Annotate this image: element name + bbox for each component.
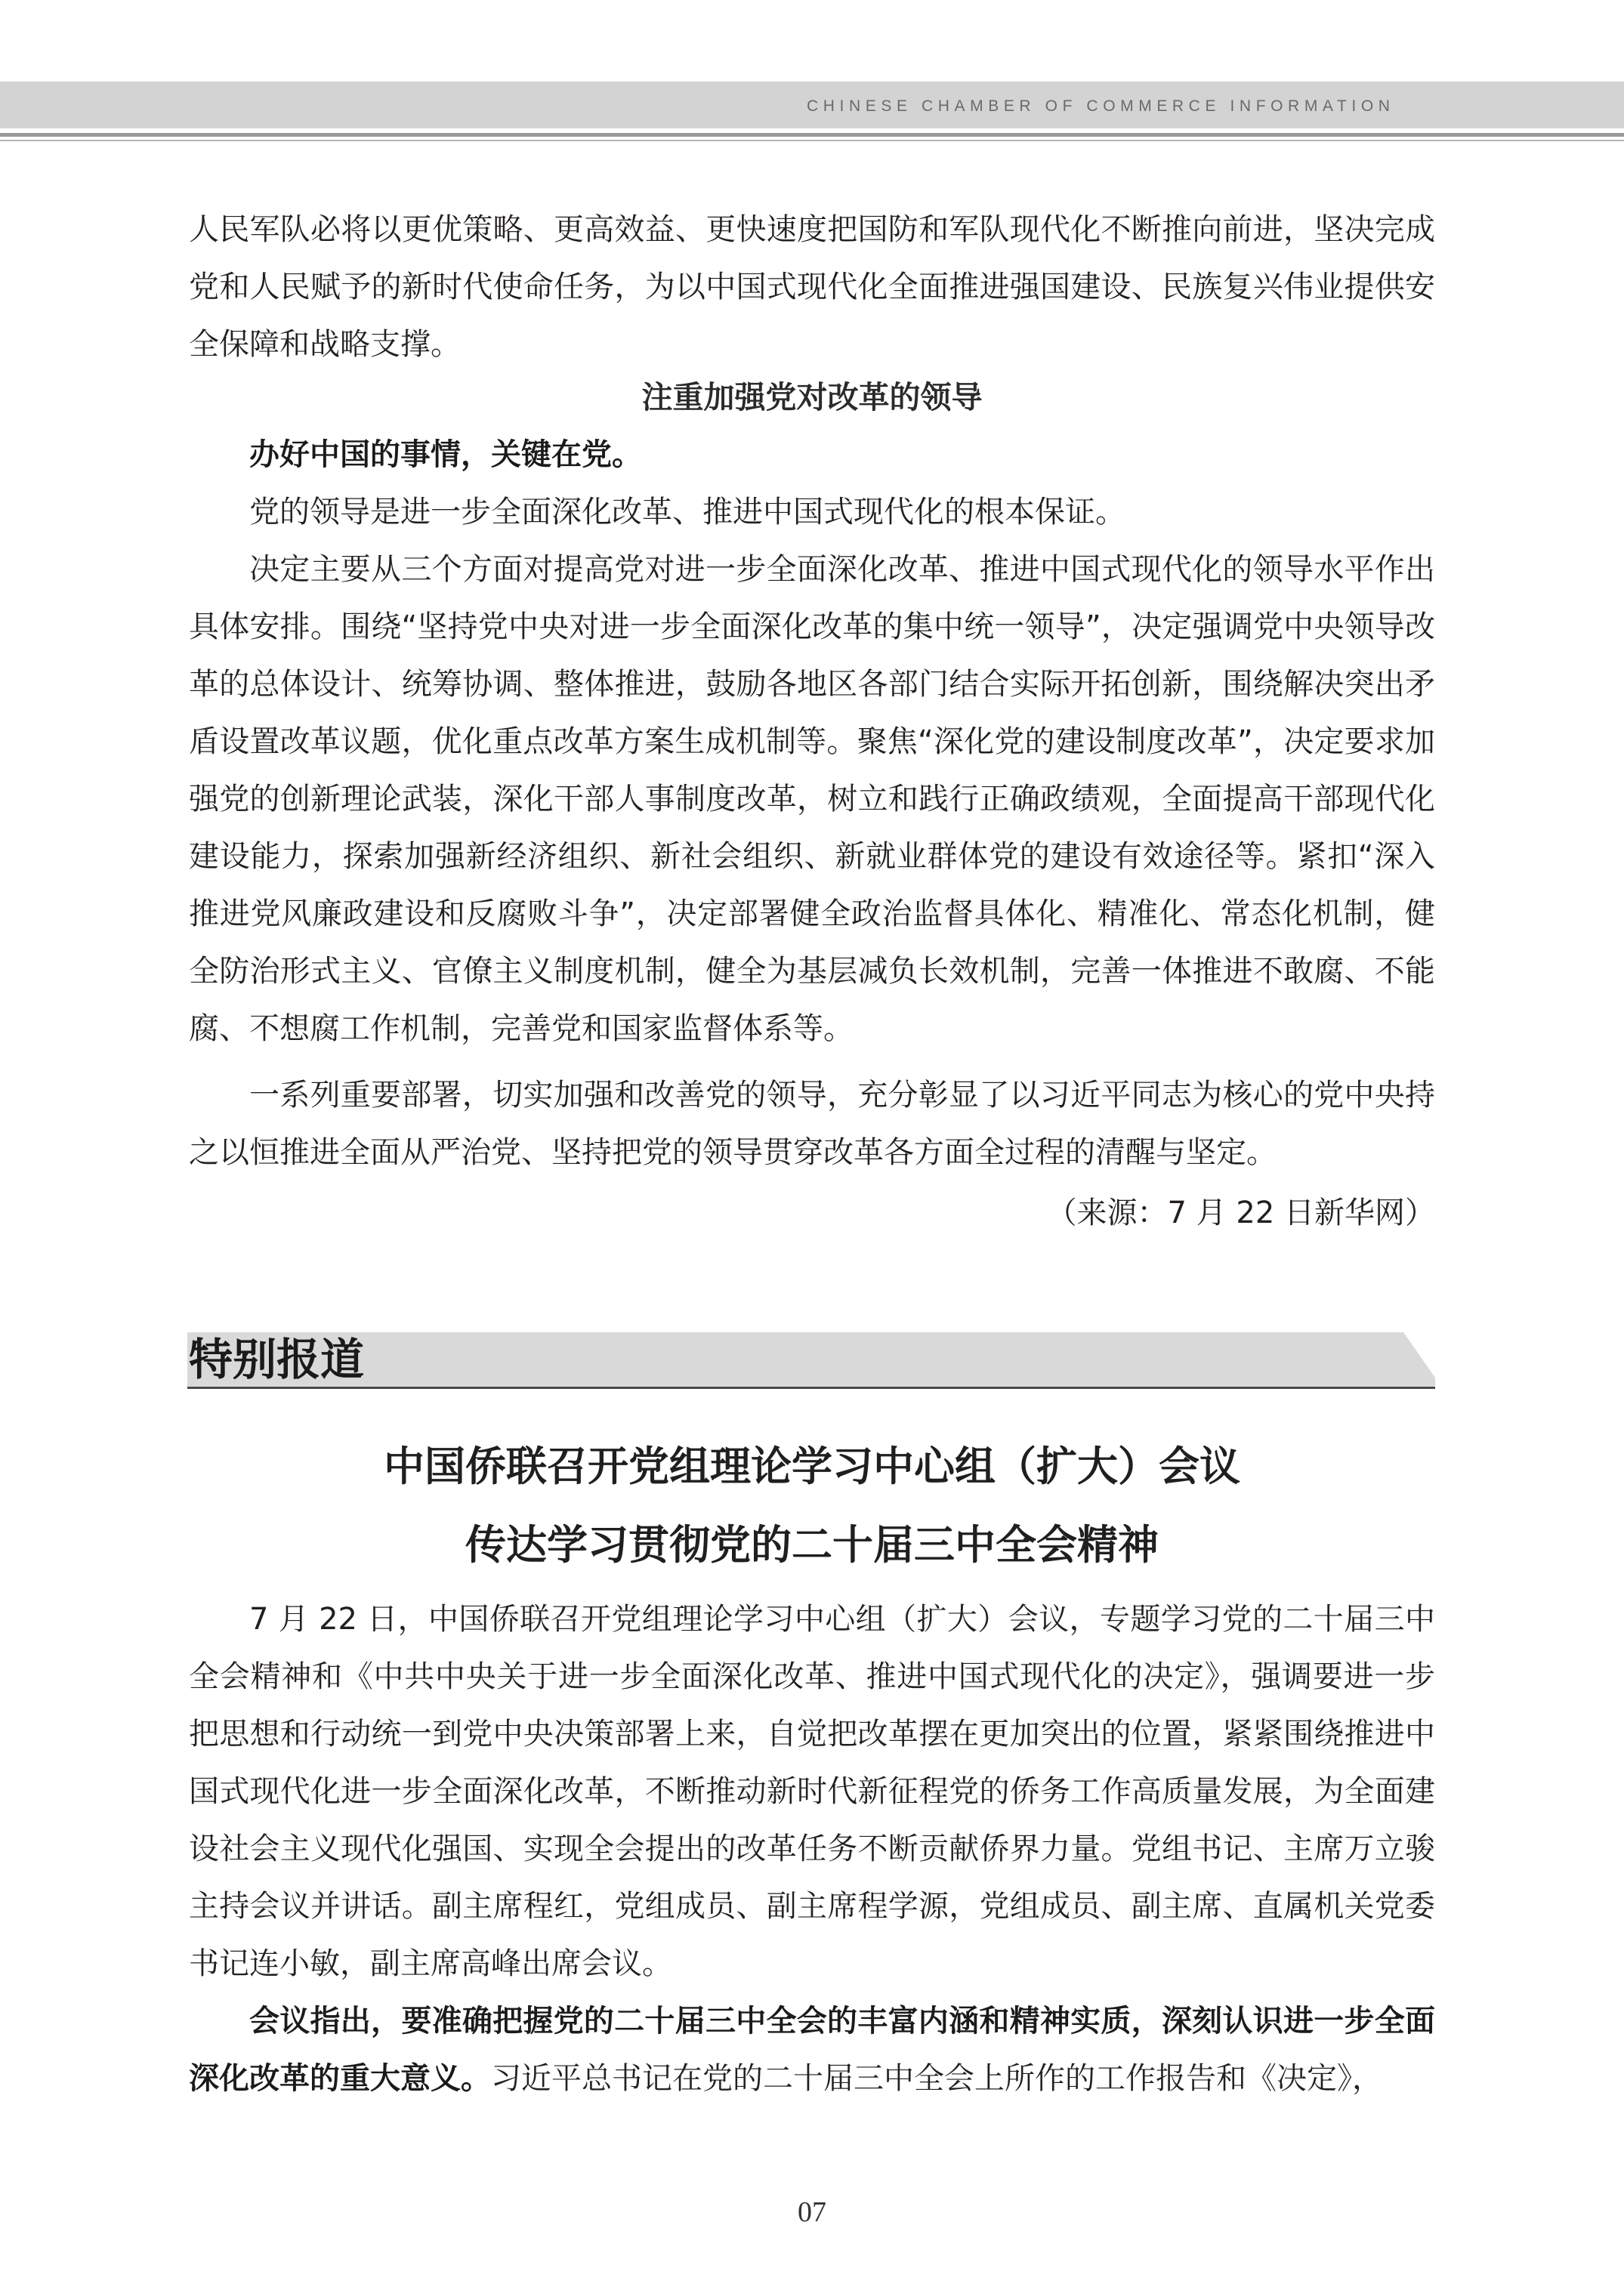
article-paragraph-2 — [189, 1992, 1435, 2107]
header-rule — [0, 133, 1624, 137]
section-banner — [187, 1332, 1435, 1387]
article-title-line-2: 传达学习贯彻党的二十届三中全会精神 — [465, 1521, 1159, 1569]
article-paragraph-2-rest: 习近平总书记在党的二十届三中全会上所作的工作报告和《决定》， — [491, 2061, 1382, 2096]
section-title: 特别报道 — [189, 1334, 365, 1385]
paragraph-decision-arrangements: 决定主要从三个方面对提高党对进一步全面深化改革、推进中国式现代化的领导水平作出具体安排。围绕“坚持党中央对进一步全面深化改革的集中统一领导”，决定强调党中央领导改革的总体设计、统筹协调、整体推进，鼓励各地区各部门结合实际开拓创新，围绕解决突出矛盾设置改革议题，优化重点改革方案生成机制等。聚焦“深化党的建设制度改革”，决定要求加强党的创新理论武装，深化干部人事制度改革，树立和践行正确政绩观，全面提高干部现代化建设能力，探索加强新经济组织、新社会组织、新就业群体党的建设有效途径等。紧扣“深入推进党风廉政建设和反腐败斗争”，决定部署健全政治监督具体化、精准化、常态化机制，健全防治形式主义、官僚主义制度机制，健全为基层减负长效机制，完善一体推进不敢腐、不能腐、不想腐工作机制，完善党和国家监督体系等。 — [189, 552, 1435, 1046]
running-title: CHINESE CHAMBER OF COMMERCE INFORMATION — [807, 97, 1395, 115]
section-banner-rule — [187, 1387, 1435, 1389]
continuation-paragraph: 人民军队必将以更优策略、更高效益、更快速度把国防和军队现代化不断推向前进，坚决完成党和人民赋予的新时代使命任务，为以中国式现代化全面推进强国建设、民族复兴伟业提供安全保障和战略支撑。 — [189, 212, 1435, 362]
article-paragraph-2-bold: 会议指出，要准确把握党的二十届三中全会的丰富内涵和精神实质，深刻认识进一步全面深化改革的重大意义。 — [189, 2004, 1435, 2096]
article-title-line-1: 中国侨联召开党组理论学习中心组（扩大）会议 — [384, 1443, 1240, 1490]
lead-bold-paragraph: 办好中国的事情，关键在党。 — [249, 437, 642, 472]
paragraph-conclusion: 一系列重要部署，切实加强和改善党的领导，充分彰显了以习近平同志为核心的党中央持之以恒推进全面从严治党、坚持把党的领导贯穿改革各方面全过程的清醒与坚定。 — [189, 1078, 1435, 1170]
subheading: 注重加强党对改革的领导 — [641, 379, 983, 415]
article-paragraph-1: 7 月 22 日，中国侨联召开党组理论学习中心组（扩大）会议，专题学习党的二十届三中全会精神和《中共中央关于进一步全面深化改革、推进中国式现代化的决定》，强调要进一步把思想和行动统一到党中央决策部署上来，自觉把改革摆在更加突出的位置，紧紧围绕推进中国式现代化进一步全面深化改革，不断推动新时代新征程党的侨务工作高质量发展，为全面建设社会主义现代化强国、实现全会提出的改革任务不断贡献侨界力量。党组书记、主席万立骏主持会议并讲话。副主席程红，党组成员、副主席程学源，党组成员、副主席、直属机关党委书记连小敏，副主席高峰出席会议。 — [189, 1602, 1435, 1981]
paragraph-party-leadership: 党的领导是进一步全面深化改革、推进中国式现代化的根本保证。 — [249, 495, 1125, 529]
source-note: （来源：7 月 22 日新华网） — [1046, 1196, 1435, 1230]
page-number: 07 — [798, 2196, 826, 2228]
header-rule-thin — [0, 140, 1624, 141]
